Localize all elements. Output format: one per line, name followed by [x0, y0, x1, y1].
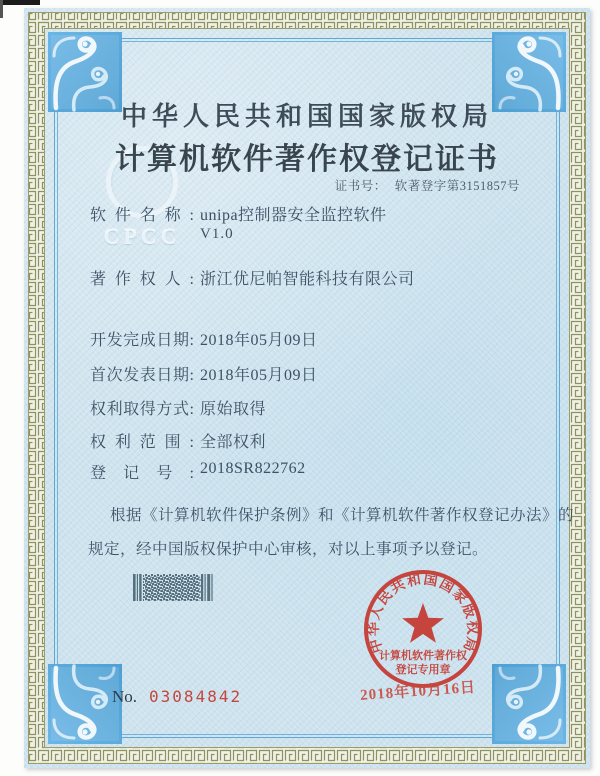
- certificate-number-label: 证书号：: [334, 179, 387, 193]
- field-label: 权利范围:: [90, 434, 194, 451]
- field-value: 浙江优尼帕智能科技有限公司: [200, 271, 415, 288]
- registration-statement-line2: 规定，经中国版权保护中心审核，对以上事项予以登记。: [88, 541, 489, 558]
- cpcc-watermark-text: CPCC: [103, 224, 181, 249]
- field-value: 全部权利: [200, 434, 267, 451]
- field-value: 2018年05月09日: [200, 332, 318, 349]
- field-row-rights-acquisition: [90, 396, 266, 419]
- barcode: [133, 574, 213, 601]
- software-version: V1.0: [200, 226, 234, 242]
- scan-artifact: [0, 0, 3, 18]
- field-value: unipa控制器安全监控软件: [200, 207, 387, 224]
- field-label: 软件名称:: [90, 207, 194, 224]
- certificate-body: [24, 8, 590, 768]
- registration-statement-line1: 根据《计算机软件保护条例》和《计算机软件著作权登记办法》的: [110, 507, 575, 524]
- serial-number: 03084842: [149, 687, 243, 706]
- field-row-registration-number: [90, 460, 306, 483]
- serial-number-line: [112, 687, 242, 707]
- field-row-rights-scope: [90, 429, 266, 452]
- field-value: 2018年05月09日: [200, 367, 318, 384]
- corner-ornament-bottom-right: [492, 664, 566, 744]
- field-label: 著作权人:: [90, 271, 194, 288]
- field-row-copyright-owner: [90, 266, 415, 289]
- seal-inner-text-line1: 计算机软件著作权: [379, 650, 467, 662]
- field-label: 首次发表日期:: [90, 367, 194, 384]
- field-value: 2018SR822762: [200, 460, 306, 477]
- field-row-first-publish-date: [90, 362, 318, 385]
- seal-ring-text: 中华人民共和国国家版权局: [366, 572, 480, 655]
- field-label: 权利取得方式:: [90, 401, 194, 418]
- field-row-dev-complete-date: [90, 327, 318, 350]
- certificate-number-value: 软著登字第3151857号: [394, 179, 520, 193]
- certificate-title: 计算机软件著作权登记证书: [115, 143, 499, 176]
- scan-artifact: [0, 0, 40, 5]
- field-row-software-name: [90, 202, 387, 225]
- certificate-number-line: [335, 176, 520, 194]
- field-value: 原始取得: [200, 401, 267, 418]
- serial-prefix: No.: [112, 687, 138, 706]
- seal-inner-text-line2: 登记专用章: [395, 664, 451, 676]
- field-label: 开发完成日期:: [90, 332, 194, 349]
- field-label: 登记号:: [90, 465, 194, 482]
- authority-title: 中华人民共和国国家版权局: [120, 102, 493, 131]
- seal-star-icon: [402, 603, 444, 643]
- seal-date: 2018年10月16日: [359, 679, 477, 704]
- corner-ornament-bottom-left: [48, 664, 122, 744]
